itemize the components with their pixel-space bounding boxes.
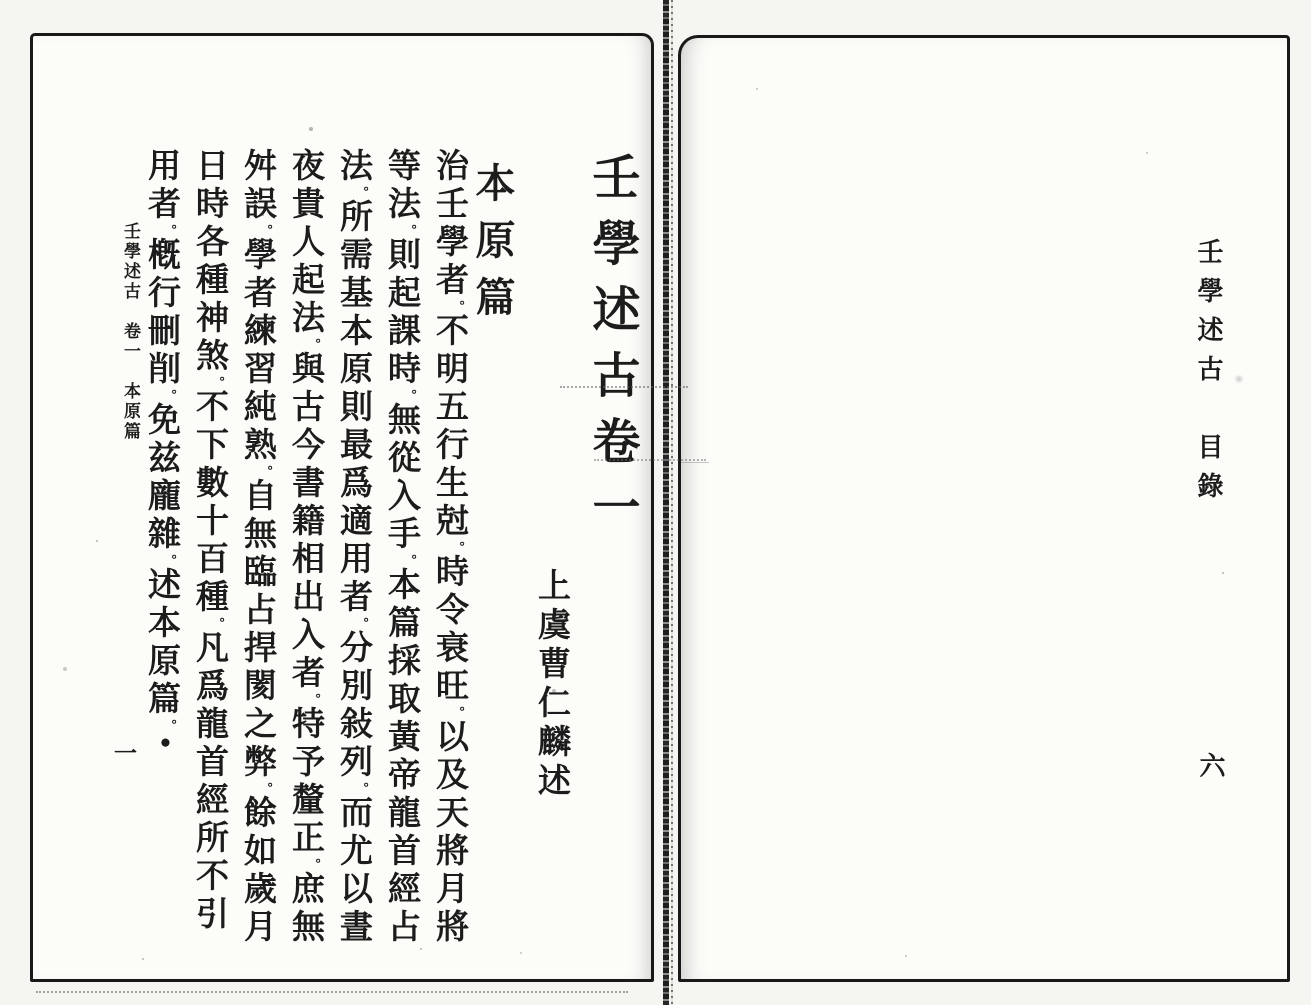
body-column-4: 夜貴人起法。與古今書籍相出入者。特予釐正。庶無 bbox=[287, 148, 323, 947]
section-heading: 本原篇 bbox=[470, 162, 515, 333]
left-margin-title: 壬學述古 卷一 本原篇 bbox=[121, 222, 140, 442]
right-folio-number: 六 bbox=[1196, 752, 1225, 778]
left-page bbox=[30, 33, 654, 982]
right-page bbox=[678, 35, 1290, 982]
author-line: 上虞曹仁麟述 bbox=[533, 568, 569, 802]
scan-artifact-dash bbox=[560, 386, 688, 388]
scan-artifact-dash bbox=[681, 462, 709, 463]
body-column-1: 治壬學者。不明五行生尅。時令衰旺。以及天將月將 bbox=[431, 148, 467, 947]
body-column-3: 法。所需基本原則最爲適用者。分別敍列。而尤以晝 bbox=[335, 148, 371, 947]
body-column-5: 舛誤。學者練習純熟。自無臨占捍閡之弊。餘如歲月 bbox=[239, 148, 275, 947]
body-column-7: 用者。槪行刪削。免兹龐雜。述本原篇。● bbox=[143, 148, 179, 753]
left-folio-number: 一 bbox=[111, 741, 136, 764]
scan-artifact-dotted-line bbox=[36, 991, 628, 993]
scan-noise-speckles bbox=[0, 0, 2, 2]
right-margin-title: 壬學述古 目錄 bbox=[1194, 238, 1223, 511]
body-column-6: 日時各種神煞。不下數十百種。凡爲龍首經所不引 bbox=[191, 148, 227, 934]
scan-artifact-dash bbox=[594, 459, 706, 461]
chapter-title: 壬學述古卷一 bbox=[585, 152, 638, 548]
body-text bbox=[137, 148, 473, 980]
body-column-2: 等法。則起課時。無從入手。本篇採取黃帝龍首經占 bbox=[383, 148, 419, 947]
binding-gutter bbox=[654, 0, 681, 1005]
